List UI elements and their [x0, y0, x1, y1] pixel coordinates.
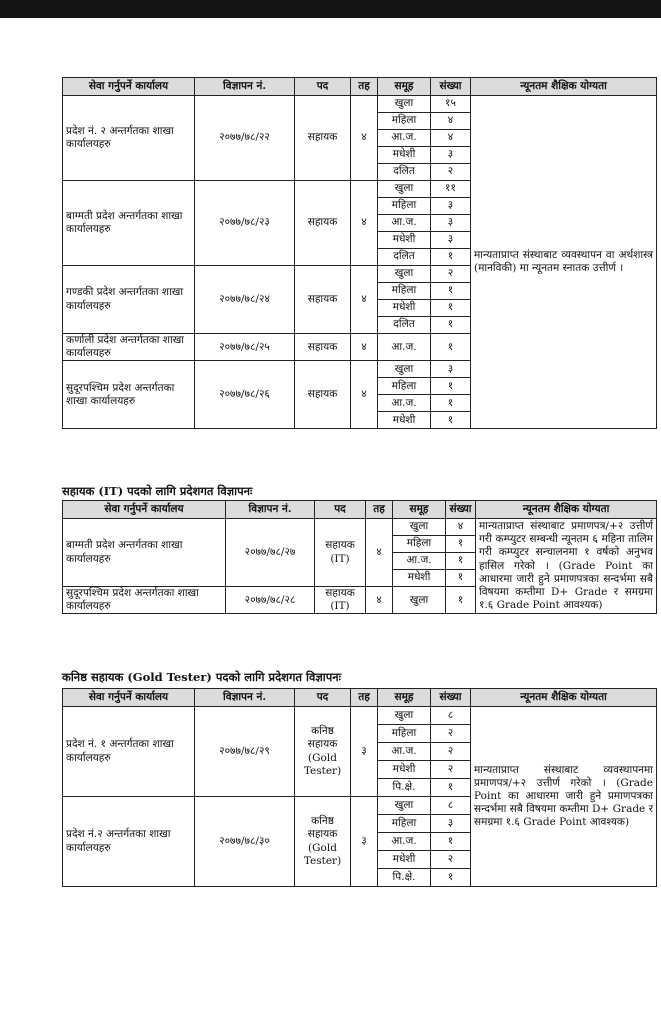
post-cell: सहायक — [295, 181, 351, 266]
post-cell: कनिष्ठ सहायक (Gold Tester) — [295, 797, 351, 887]
group-cell: पि.क्षे. — [378, 779, 431, 797]
count-cell: २ — [431, 266, 471, 283]
post-cell: सहायक — [295, 96, 351, 181]
count-cell: ३ — [431, 361, 471, 378]
header-qualification: न्यूनतम शैक्षिक योग्यता — [476, 501, 657, 519]
office-cell: कर्णाली प्रदेश अन्तर्गतका शाखा कार्यालयहरु — [63, 334, 195, 361]
header-qualification: न्यूनतम शैक्षिक योग्यता — [471, 78, 657, 96]
group-cell: महिला — [378, 113, 431, 130]
count-cell: ३ — [431, 147, 471, 164]
level-cell: ४ — [351, 266, 378, 334]
count-cell: १ — [431, 779, 471, 797]
office-cell: प्रदेश नं. २ अन्तर्गतका शाखा कार्यालयहरु — [63, 96, 195, 181]
adv-no-cell: २०७७/७८/२४ — [195, 266, 295, 334]
group-cell: दलित — [378, 249, 431, 266]
count-cell: १ — [446, 570, 476, 587]
count-cell: २ — [431, 851, 471, 869]
count-cell: २ — [431, 725, 471, 743]
count-cell: १ — [431, 412, 471, 429]
count-cell: ३ — [431, 232, 471, 249]
header-row — [63, 78, 657, 96]
header-adv-no: विज्ञापन नं. — [195, 78, 295, 96]
office-cell: गण्डकी प्रदेश अन्तर्गतका शाखा कार्यालयहरु — [63, 266, 195, 334]
group-cell: मधेशी — [378, 147, 431, 164]
group-cell: खुला — [378, 707, 431, 725]
group-cell: पि.क्षे. — [378, 869, 431, 887]
group-cell: आ.ज. — [378, 334, 431, 361]
post-cell: सहायक — [295, 266, 351, 334]
adv-no-cell: २०७७/७८/२६ — [195, 361, 295, 429]
level-cell: ३ — [351, 707, 378, 797]
count-cell: ११ — [431, 181, 471, 198]
office-cell: प्रदेश नं. १ अन्तर्गतका शाखा कार्यालयहरु — [63, 707, 195, 797]
group-cell: मधेशी — [378, 232, 431, 249]
level-cell: ४ — [351, 361, 378, 429]
level-cell: ४ — [366, 587, 393, 614]
table-vacancies-assistant — [62, 77, 657, 429]
office-cell: बाग्मती प्रदेश अन्तर्गतका शाखा कार्यालयहरु — [63, 519, 226, 587]
group-cell: दलित — [378, 317, 431, 334]
group-cell: महिला — [393, 536, 446, 553]
adv-no-cell: २०७७/७८/२२ — [195, 96, 295, 181]
qualification-cell: मान्यताप्राप्त संस्थाबाट प्रमाणपत्र/+२ उत्तीर्ण गरी कम्प्युटर सम्बन्धी न्यूनतम ६ महिना तालिम गरी कम्प्युटर सन्चालनमा १ वर्षको अनुभव हासिल गरेको । (Grade Point का आधारमा जारी हुने प्रमाणपत्रका सन्दर्भमा सबै विषयमा कम्तीमा D+ Grade र समग्रमा १.६ Grade Point आवश्यक) — [476, 519, 657, 614]
group-cell: खुला — [378, 181, 431, 198]
post-cell: सहायक — [295, 361, 351, 429]
qualification-cell: मान्यताप्राप्त संस्थाबाट व्यवस्थापन वा अर्थशास्त्र (मानविकी) मा न्यूनतम स्नातक उत्तीर्ण । — [471, 96, 657, 429]
count-cell: ३ — [431, 215, 471, 232]
header-level: तह — [366, 501, 393, 519]
count-cell: १ — [431, 300, 471, 317]
header-adv-no: विज्ञापन नं. — [226, 501, 315, 519]
count-cell: ८ — [431, 797, 471, 815]
table-row — [63, 96, 657, 113]
adv-no-cell: २०७७/७८/२८ — [226, 587, 315, 614]
count-cell: ४ — [431, 130, 471, 147]
office-cell: सुदूरपश्चिम प्रदेश अन्तर्गतका शाखा कार्यालयहरु — [63, 587, 226, 614]
count-cell: १ — [431, 249, 471, 266]
header-post: पद — [315, 501, 366, 519]
header-office: सेवा गर्नुपर्ने कार्यालय — [63, 689, 195, 707]
group-cell: मधेशी — [393, 570, 446, 587]
header-post: पद — [295, 78, 351, 96]
count-cell: २ — [431, 164, 471, 181]
table-row — [63, 519, 657, 536]
group-cell: आ.ज. — [378, 743, 431, 761]
count-cell: १ — [446, 536, 476, 553]
group-cell: आ.ज. — [378, 833, 431, 851]
qualification-cell: मान्यताप्राप्त संस्थाबाट व्यवस्थापनमा प्रमाणपत्र/+२ उत्तीर्ण गरेको । (Grade Point का आधारमा जारी हुने प्रमाणपत्रका सन्दर्भमा सबै विषयमा कम्तीमा D+ Grade र समग्रमा १.६ Grade Point आवश्यक) — [471, 707, 657, 887]
post-cell: कनिष्ठ सहायक (Gold Tester) — [295, 707, 351, 797]
group-cell: खुला — [378, 96, 431, 113]
adv-no-cell: २०७७/७८/२७ — [226, 519, 315, 587]
group-cell: दलित — [378, 164, 431, 181]
count-cell: ३ — [431, 815, 471, 833]
header-row — [63, 689, 657, 707]
header-count: संख्या — [446, 501, 476, 519]
adv-no-cell: २०७७/७८/२९ — [195, 707, 295, 797]
group-cell: खुला — [393, 519, 446, 536]
count-cell: ८ — [431, 707, 471, 725]
group-cell: मधेशी — [378, 851, 431, 869]
table-row — [63, 707, 657, 725]
level-cell: ४ — [351, 334, 378, 361]
count-cell: ४ — [446, 519, 476, 536]
level-cell: ४ — [366, 519, 393, 587]
header-post: पद — [295, 689, 351, 707]
adv-no-cell: २०७७/७८/२५ — [195, 334, 295, 361]
header-adv-no: विज्ञापन नं. — [195, 689, 295, 707]
group-cell: आ.ज. — [393, 553, 446, 570]
post-cell: सहायक — [295, 334, 351, 361]
group-cell: आ.ज. — [378, 215, 431, 232]
office-cell: सुदूरपश्चिम प्रदेश अन्तर्गतका शाखा कार्यालयहरु — [63, 361, 195, 429]
count-cell: १ — [431, 395, 471, 412]
count-cell: १ — [431, 833, 471, 851]
count-cell: २ — [431, 761, 471, 779]
post-cell: सहायक (IT) — [315, 519, 366, 587]
group-cell: खुला — [393, 587, 446, 614]
level-cell: ३ — [351, 797, 378, 887]
count-cell: १ — [446, 587, 476, 614]
group-cell: महिला — [378, 725, 431, 743]
group-cell: खुला — [378, 266, 431, 283]
adv-no-cell: २०७७/७८/३० — [195, 797, 295, 887]
group-cell: मधेशी — [378, 761, 431, 779]
count-cell: १ — [431, 334, 471, 361]
count-cell: १ — [446, 553, 476, 570]
header-qualification: न्यूनतम शैक्षिक योग्यता — [471, 689, 657, 707]
top-dark-bar — [0, 0, 661, 18]
count-cell: ३ — [431, 198, 471, 215]
header-count: संख्या — [431, 689, 471, 707]
group-cell: आ.ज. — [378, 130, 431, 147]
count-cell: ४ — [431, 113, 471, 130]
office-cell: प्रदेश नं.२ अन्तर्गतका शाखा कार्यालयहरु — [63, 797, 195, 887]
count-cell: १ — [431, 378, 471, 395]
header-level: तह — [351, 689, 378, 707]
count-cell: १ — [431, 869, 471, 887]
group-cell: महिला — [378, 815, 431, 833]
section-title-gold-tester: कनिष्ठ सहायक (Gold Tester) पदको लागि प्रदेशगत विज्ञापनः — [62, 670, 341, 684]
table-vacancies-assistant-it — [62, 500, 657, 614]
group-cell: खुला — [378, 361, 431, 378]
header-group: समूह — [378, 689, 431, 707]
header-office: सेवा गर्नुपर्ने कार्यालय — [63, 78, 195, 96]
header-count: संख्या — [431, 78, 471, 96]
count-cell: २ — [431, 743, 471, 761]
count-cell: १ — [431, 283, 471, 300]
header-group: समूह — [378, 78, 431, 96]
header-level: तह — [351, 78, 378, 96]
group-cell: आ.ज. — [378, 395, 431, 412]
count-cell: १ — [431, 317, 471, 334]
header-group: समूह — [393, 501, 446, 519]
count-cell: १५ — [431, 96, 471, 113]
level-cell: ४ — [351, 96, 378, 181]
adv-no-cell: २०७७/७८/२३ — [195, 181, 295, 266]
group-cell: मधेशी — [378, 300, 431, 317]
group-cell: महिला — [378, 198, 431, 215]
section-title-assistant-it: सहायक (IT) पदको लागि प्रदेशगत विज्ञापनः — [62, 484, 253, 498]
header-row — [63, 501, 657, 519]
office-cell: बाग्मती प्रदेश अन्तर्गतका शाखा कार्यालयहरु — [63, 181, 195, 266]
post-cell: सहायक (IT) — [315, 587, 366, 614]
header-office: सेवा गर्नुपर्ने कार्यालय — [63, 501, 226, 519]
table-vacancies-gold-tester — [62, 688, 657, 887]
group-cell: महिला — [378, 378, 431, 395]
group-cell: महिला — [378, 283, 431, 300]
group-cell: मधेशी — [378, 412, 431, 429]
level-cell: ४ — [351, 181, 378, 266]
group-cell: खुला — [378, 797, 431, 815]
